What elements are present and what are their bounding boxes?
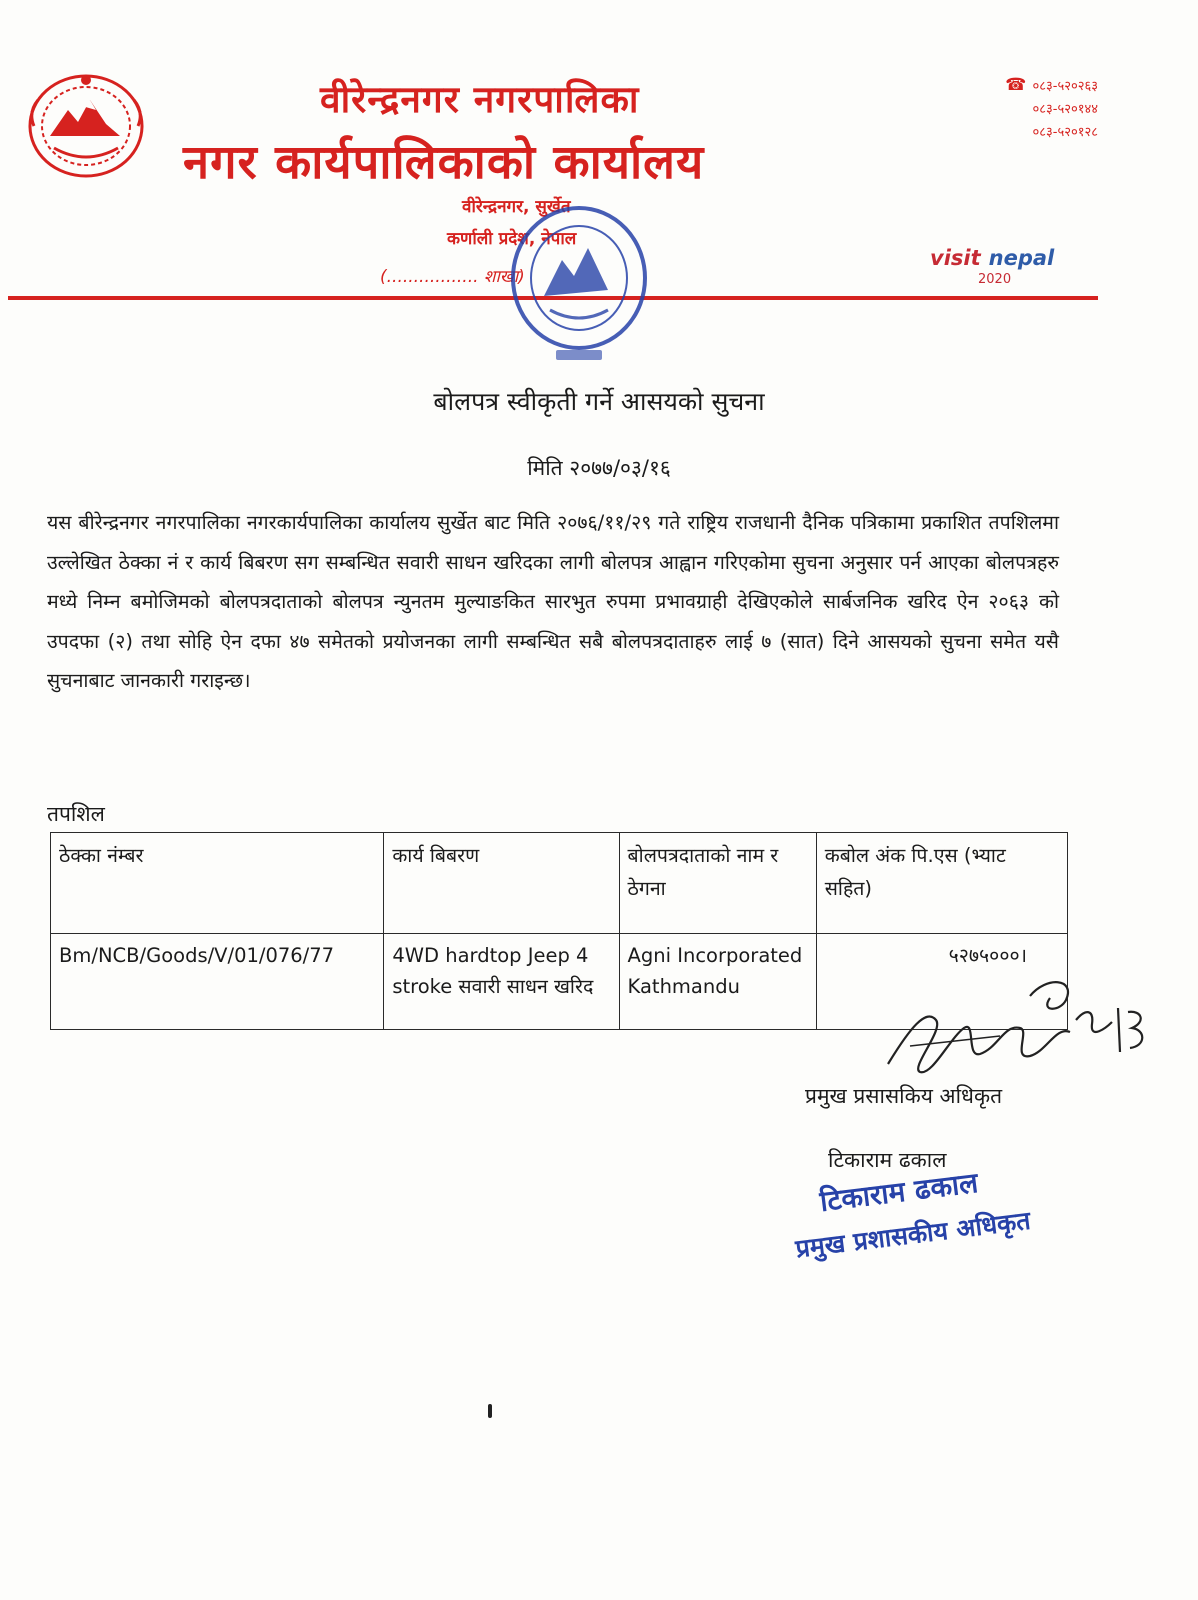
signature-icon <box>880 968 1155 1098</box>
cell-description: 4WD hardtop Jeep 4 stroke सवारी साधन खरिद <box>384 934 619 1030</box>
brand-nepal: nepal <box>988 246 1055 270</box>
ink-mark <box>488 1404 492 1418</box>
header-bidder: बोलपत्रदाताको नाम र ठेगना <box>619 833 816 934</box>
office-title: नगर कार्यपालिकाको कार्यालय <box>183 135 705 190</box>
brand-year: 2020 <box>978 272 1012 287</box>
cell-bidder: Agni Incorporated Kathmandu <box>619 934 816 1030</box>
municipality-title: वीरेन्द्रनगर नगरपालिका <box>320 78 640 121</box>
branch-line: (................. शाखा) <box>380 267 525 287</box>
seal-name: टिकाराम ढकाल <box>818 1165 980 1219</box>
location-line: वीरेन्द्रनगर, सुर्खेत <box>462 197 571 217</box>
signatory-name: टिकाराम ढकाल <box>828 1148 947 1172</box>
notice-body: यस बीरेन्द्रनगर नगरपालिका नगरकार्यपालिका कार्यालय सुर्खेत बाट मिति २०७६/११/२९ गते राष्ट्रिय राजधानी दैनिक पत्रिकामा प्रकाशित तपशिलमा उल्लेखित ठेक्का नं र कार्य बिबरण सग सम्बन्धित सवारी साधन खरिदका लागी बोलपत्र आह्वान गरिएकोमा सुचना अनुसार पर्न आएका बोलपत्रहरु मध्ये निम्न बमोजिमको बोलपत्रदाताको बोलपत्र न्युनतम मुल्याङकित सारभुत रुपमा प्रभावग्राही देखिएकोले सार्बजनिक खरिद ऐन २०६३ को उपदफा (२) तथा सोहि ऐन दफा ४७ समेतको प्रयोजनका लागी सम्बन्धित सबै बोलपत्रदाताहरु लाई ७ (सात) दिने आसयको सुचना समेत यसै सुचनाबाट जानकारी गराइन्छ। <box>47 511 1059 693</box>
nepal-emblem-icon <box>20 66 152 184</box>
details-label: तपशिल <box>47 802 105 826</box>
officer-seal <box>788 1157 1032 1265</box>
phone-block <box>948 74 1098 144</box>
table-header-row <box>51 833 1068 934</box>
notice-date: मिति २०७७/०३/१६ <box>527 456 671 480</box>
header-contract-no: ठेक्का नंम्बर <box>51 833 384 934</box>
province-line: कर्णाली प्रदेश, नेपाल <box>447 229 577 249</box>
phone-icon: ☎ <box>1005 75 1027 95</box>
phone-number: ०८३-५२०१२८ <box>1032 125 1098 140</box>
visit-nepal-logo <box>930 246 1054 270</box>
header-amount: कबोल अंक पि.एस (भ्याट सहित) <box>816 833 1067 934</box>
seal-title: प्रमुख प्रशासकीय अधिकृत <box>793 1205 1032 1264</box>
phone-number: ०८३-५२०२६३ <box>1032 79 1098 94</box>
signatory-designation: प्रमुख प्रसासकिय अधिकृत <box>805 1084 1003 1108</box>
cell-amount: ५२७५०००। <box>816 934 1067 1030</box>
phone-line <box>948 74 1098 98</box>
phone-number: ०८३-५२०१४४ <box>1032 102 1098 117</box>
header-description: कार्य बिबरण <box>384 833 619 934</box>
cell-contract-no: Bm/NCB/Goods/V/01/076/77 <box>51 934 384 1030</box>
brand-visit: visit <box>930 246 981 270</box>
notice-title: बोलपत्र स्वीकृती गर्ने आसयको सुचना <box>433 387 765 416</box>
office-stamp-icon <box>504 200 654 370</box>
